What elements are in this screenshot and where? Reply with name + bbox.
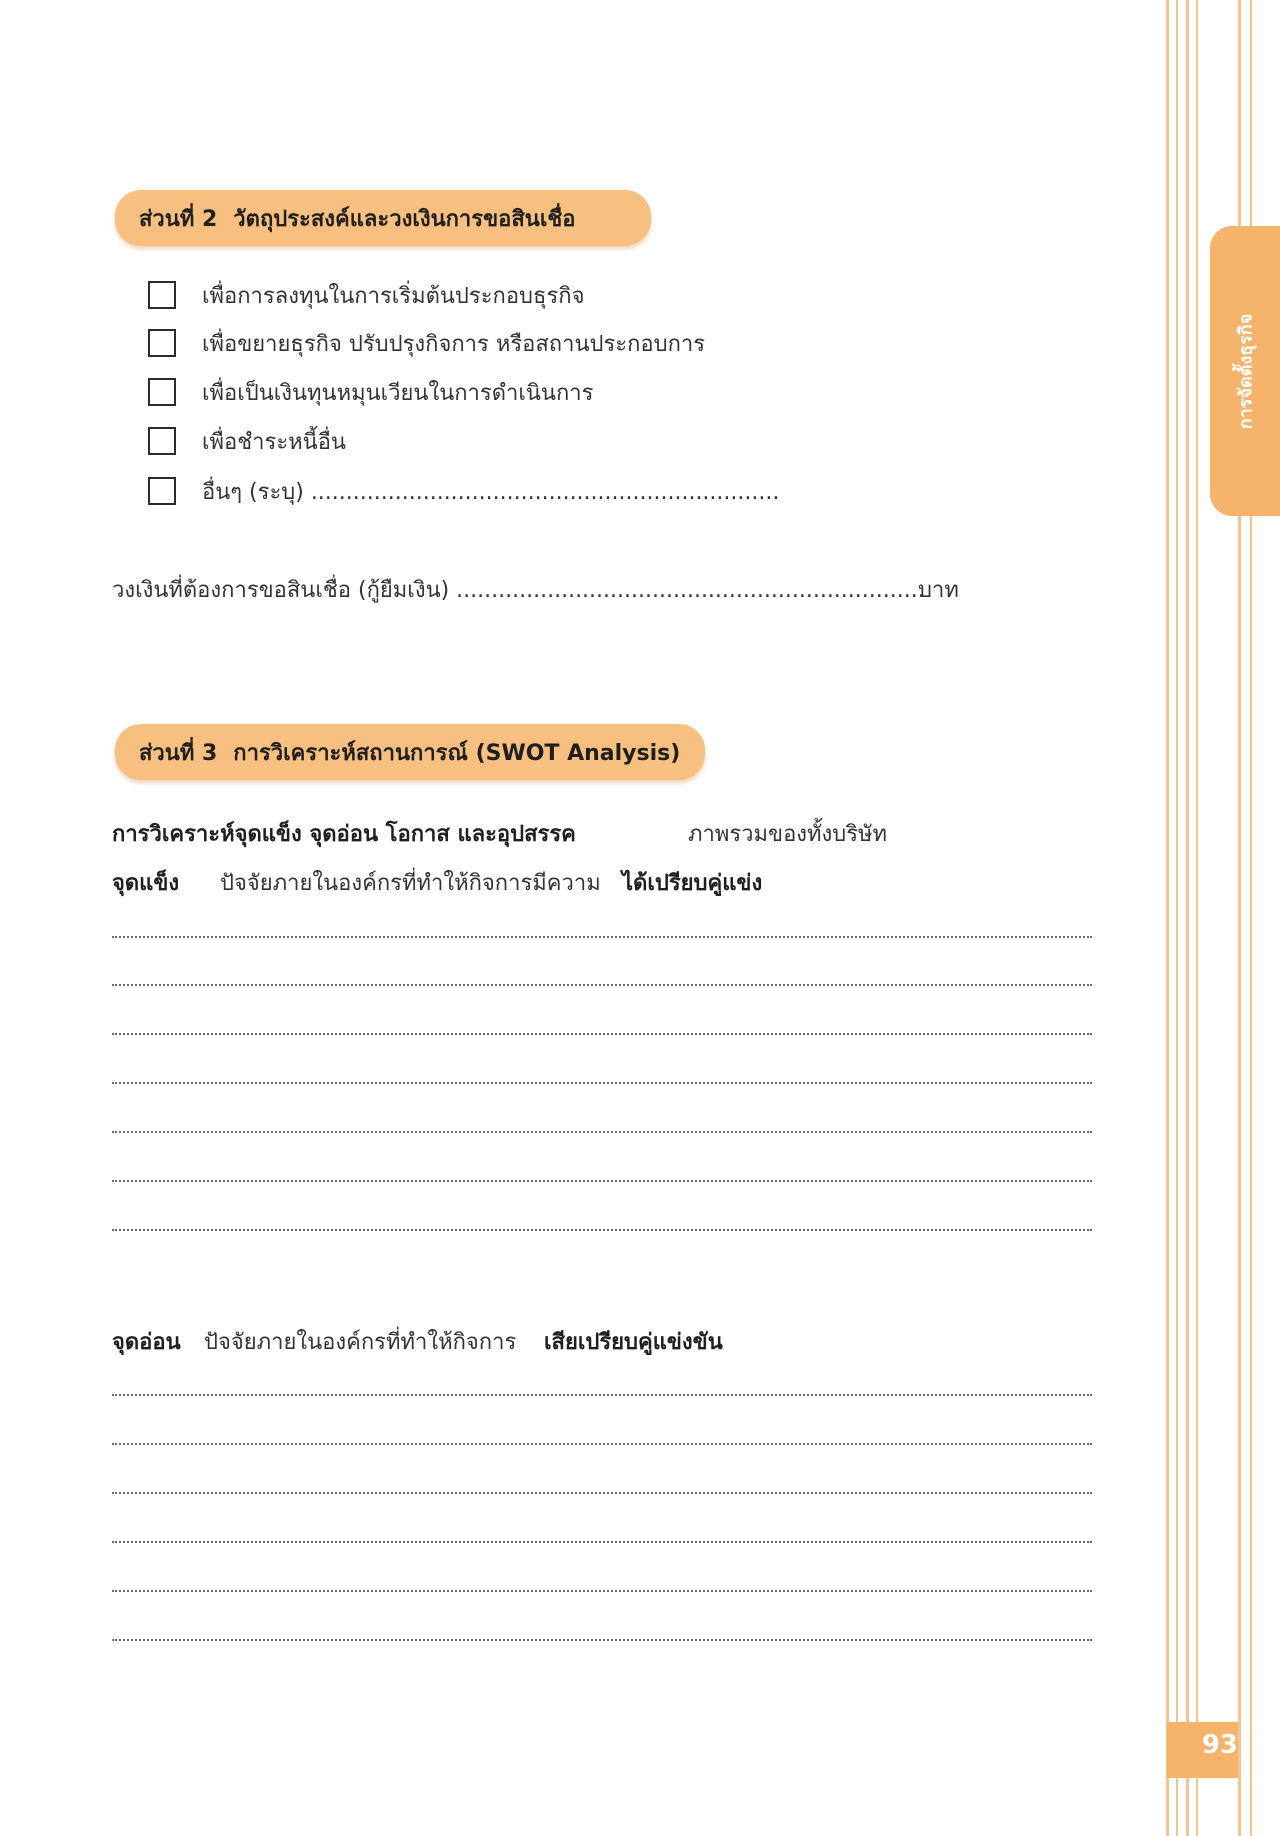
write-line[interactable] — [112, 1082, 1092, 1084]
strength-desc: ปัจจัยภายในองค์กรที่ทำให้กิจการมีความ — [220, 871, 601, 896]
option-label: อื่นๆ (ระบุ) ................................................................... — [202, 479, 780, 505]
write-line[interactable] — [112, 1590, 1092, 1592]
checkbox[interactable] — [148, 329, 176, 357]
checkbox[interactable] — [148, 281, 176, 309]
decorative-line — [1186, 0, 1189, 1836]
write-line[interactable] — [112, 984, 1092, 986]
strength-term: จุดแข็ง — [112, 871, 180, 896]
write-line[interactable] — [112, 1492, 1092, 1494]
page-number: 93 — [1201, 1730, 1238, 1760]
swot-intro-heading: การวิเคราะห์จุดแข็ง จุดอ่อน โอกาส และอุปสรรค — [112, 822, 576, 847]
weakness-emphasis: เสียเปรียบคู่แข่งขัน — [544, 1330, 723, 1355]
checkbox[interactable] — [148, 378, 176, 406]
section3-header — [115, 724, 705, 780]
option-label: เพื่อการลงทุนในการเริ่มต้นประกอบธุรกิจ — [202, 283, 585, 309]
write-line[interactable] — [112, 1541, 1092, 1543]
checkbox[interactable] — [148, 477, 176, 505]
swot-intro-note: ภาพรวมของทั้งบริษัท — [688, 822, 888, 847]
write-line[interactable] — [112, 1131, 1092, 1133]
strength-emphasis: ได้เปรียบคู่แข่ง — [622, 871, 763, 896]
write-line[interactable] — [112, 1033, 1092, 1035]
section3-title: การวิเคราะห์สถานการณ์ (SWOT Analysis) — [233, 740, 681, 766]
loan-amount-unit: บาท — [918, 578, 959, 603]
write-line[interactable] — [112, 1443, 1092, 1445]
decorative-line — [1166, 0, 1169, 1836]
side-tab-label-wrap — [1210, 226, 1280, 516]
checkbox[interactable] — [148, 427, 176, 455]
weakness-desc: ปัจจัยภายในองค์กรที่ทำให้กิจการ — [204, 1330, 517, 1355]
write-line[interactable] — [112, 1394, 1092, 1396]
section2-title: วัตถุประสงค์และวงเงินการขอสินเชื่อ — [233, 206, 576, 232]
section2-label: ส่วนที่ 2 — [139, 206, 218, 232]
option-row — [148, 326, 705, 360]
write-line[interactable] — [112, 1639, 1092, 1641]
section3-label: ส่วนที่ 3 — [139, 740, 218, 766]
write-line[interactable] — [112, 1229, 1092, 1231]
write-line[interactable] — [112, 936, 1092, 938]
write-line[interactable] — [112, 1180, 1092, 1182]
option-label: เพื่อชำระหนี้อื่น — [202, 429, 346, 455]
option-row — [148, 375, 593, 409]
decorative-line — [1176, 0, 1178, 1836]
option-row — [148, 278, 584, 312]
section2-header — [115, 190, 651, 246]
option-label: เพื่อขยายธุรกิจ ปรับปรุงกิจการ หรือสถานประกอบการ — [202, 331, 706, 357]
option-label: เพื่อเป็นเงินทุนหมุนเวียนในการดำเนินการ — [202, 380, 594, 406]
option-row — [148, 424, 346, 458]
weakness-term: จุดอ่อน — [112, 1330, 181, 1355]
side-tab-label: การจัดตั้งธุรกิจ — [1235, 313, 1257, 429]
decorative-line — [1196, 0, 1198, 1836]
option-row — [148, 474, 779, 508]
loan-amount-label: วงเงินที่ต้องการขอสินเชื่อ (กู้ยืมเงิน) ................................................................... — [112, 578, 925, 603]
